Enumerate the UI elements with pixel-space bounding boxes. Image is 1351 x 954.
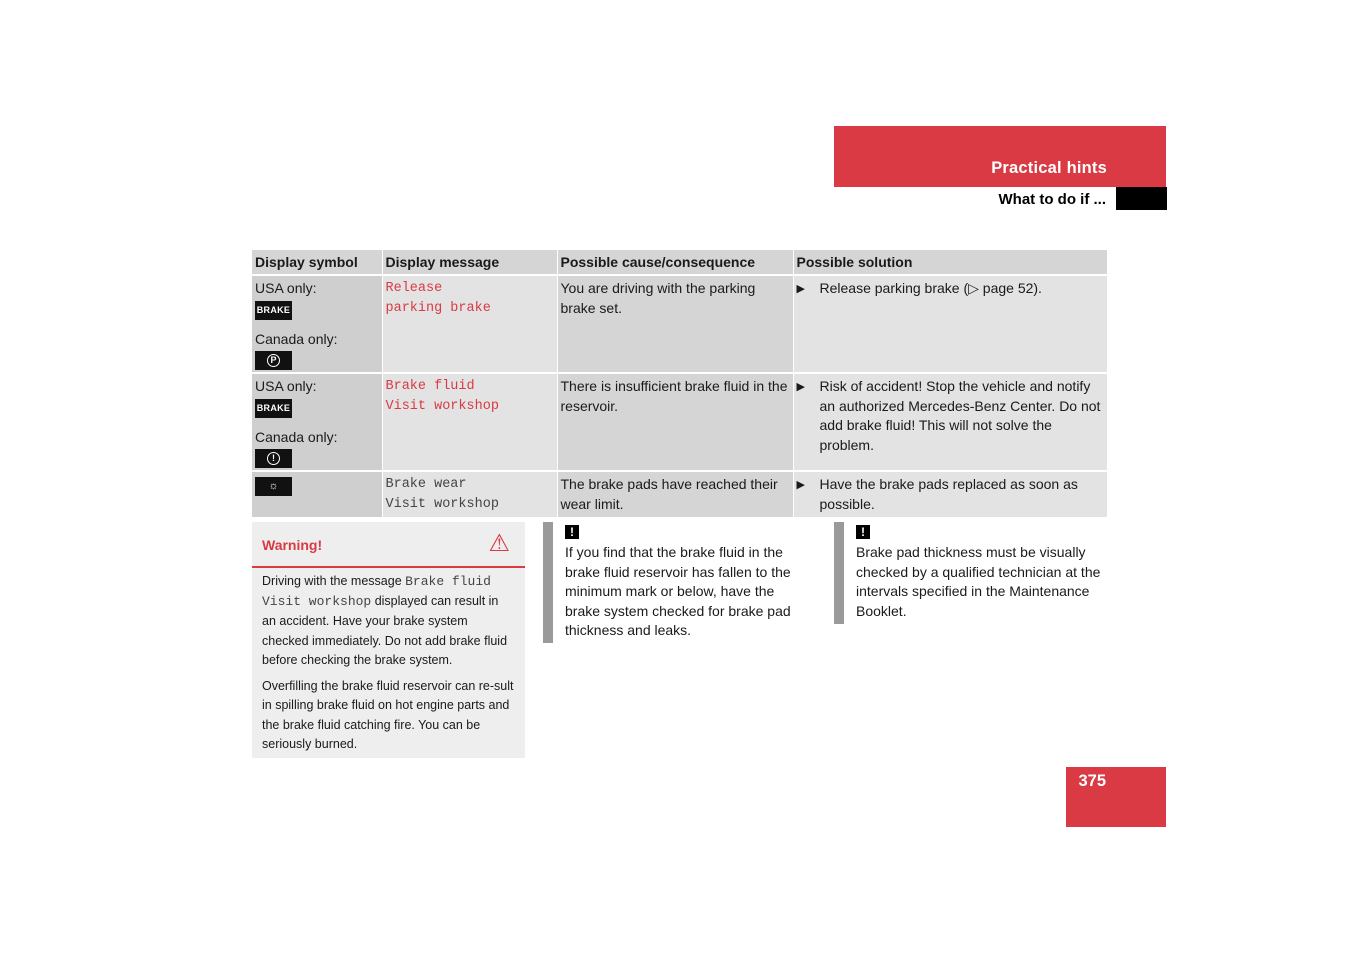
brake-warning-icon: BRAKE (255, 301, 292, 320)
display-message: Release (385, 281, 443, 296)
warning-header (252, 522, 525, 568)
warning-paragraph: Overfilling the brake fluid reservoir can re-sult in spilling brake fluid on hot engine parts and the brake fluid catching fire. You can be seriously burned. (262, 678, 514, 751)
brake-fluid-icon: ! (255, 449, 292, 468)
warning-box (252, 522, 525, 758)
brake-wear-icon: ☼ (255, 477, 292, 496)
header-marker (1116, 187, 1167, 210)
subsection-title: What to do if ... (998, 191, 1106, 208)
display-message-cell (382, 373, 557, 471)
brake-warning-icon: BRAKE (255, 399, 292, 418)
display-message: Visit workshop (385, 399, 499, 414)
warning-paragraph: Driving with the message Brake fluid Visit workshop displayed can result in an accident. Have your brake system checked immediately. Do not add brake fluid before checking the brake system. (262, 574, 508, 667)
canada-label: Canada only: (255, 330, 338, 347)
bullet-arrow-icon: ▶ (796, 381, 805, 393)
solution-cell (793, 471, 1107, 518)
column-header: Possible cause/consequence (557, 250, 793, 275)
usa-label: USA only: (255, 280, 317, 296)
section-title: Practical hints (991, 159, 1107, 177)
display-symbol-cell (252, 373, 382, 471)
table-header-row (252, 250, 1107, 275)
usa-label: USA only: (255, 378, 317, 394)
parking-brake-icon: P (255, 351, 292, 370)
display-message: parking brake (385, 301, 491, 316)
warning-title: Warning! (262, 537, 323, 553)
note-text: If you find that the brake fluid in the brake fluid reservoir has fallen to the minimum mark or below, have the brake system checked for brake pad thickness and leaks. (565, 544, 791, 638)
solution-cell (793, 275, 1107, 373)
column-header: Display message (382, 250, 557, 275)
note-brake-pads (834, 522, 1109, 621)
solution-text: Release parking brake (▷ page 52). (819, 280, 1042, 296)
cause-cell: The brake pads have reached their wear limit. (557, 471, 793, 518)
solution-text: Risk of accident! Stop the vehicle and notify an authorized Mercedes-Benz Center. Do not add brake fluid! This will not solve the problem. (819, 378, 1101, 453)
display-symbol-cell (252, 275, 382, 373)
display-message: Brake wear (385, 477, 467, 492)
bullet-arrow-icon: ▶ (796, 479, 805, 491)
cause-cell: There is insufficient brake fluid in the reservoir. (557, 373, 793, 471)
bullet-arrow-icon: ▶ (796, 283, 805, 295)
table-row (252, 275, 1107, 373)
table-row (252, 373, 1107, 471)
canada-label: Canada only: (255, 428, 338, 445)
warning-message-code: Brake fluid Visit workshop (262, 574, 491, 609)
display-message: Brake fluid (385, 379, 475, 394)
column-header: Display symbol (252, 250, 382, 275)
message-table (252, 250, 1108, 519)
note-brake-fluid (543, 522, 801, 641)
note-bar (543, 522, 553, 643)
note-bar (834, 522, 844, 624)
note-text: Brake pad thickness must be visually checked by a qualified technician at the intervals specified in the Maintenance Booklet. (856, 544, 1101, 619)
page-number: 375 (1078, 772, 1106, 790)
cause-cell: You are driving with the parking brake set. (557, 275, 793, 373)
exclamation-icon: ! (856, 525, 870, 539)
display-message: Visit workshop (385, 497, 499, 512)
column-header: Possible solution (793, 250, 1107, 275)
display-symbol-cell (252, 471, 382, 518)
warning-triangle-icon: ⚠ (488, 530, 510, 557)
solution-cell (793, 373, 1107, 471)
exclamation-icon: ! (565, 525, 579, 539)
table-row (252, 471, 1107, 518)
display-message-cell (382, 471, 557, 518)
warning-body (252, 568, 525, 755)
display-message-cell (382, 275, 557, 373)
solution-text: Have the brake pads replaced as soon as possible. (819, 476, 1078, 512)
